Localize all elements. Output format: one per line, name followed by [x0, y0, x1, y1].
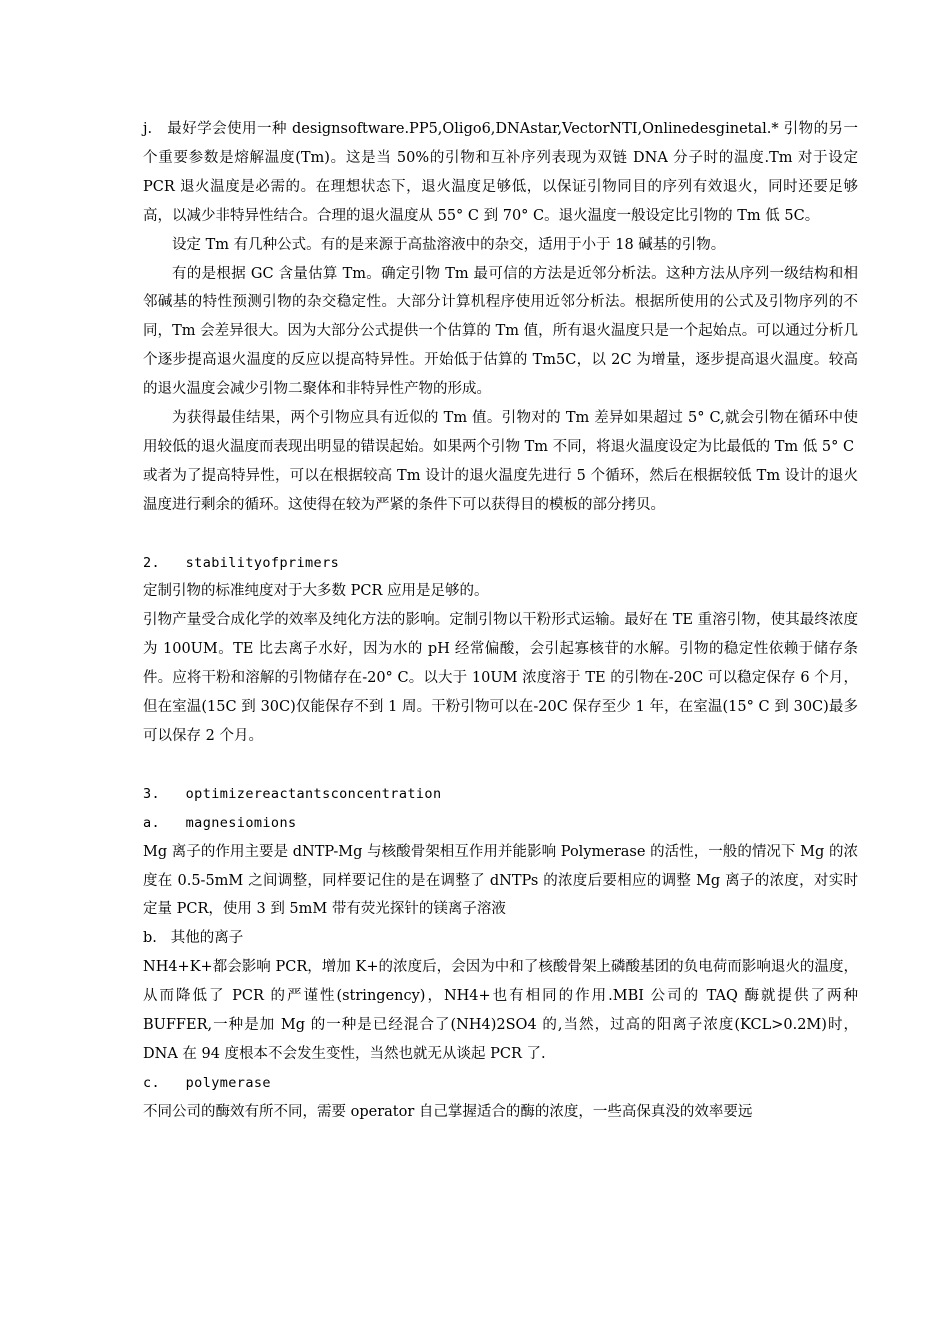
section-heading-stability: 2. stabilityofprimers	[143, 554, 340, 571]
paragraph-specificity-cycles: 或者为了提高特异性，可以在根据较高 Tm 设计的退火温度先进行 5 个循环，然后在根据较低 Tm 设计的退火温度进行剩余的循环。这使得在较为严紧的条件下可以获得目的模板的部分拷贝。	[143, 467, 858, 513]
spacer	[143, 520, 858, 549]
paragraph-design-software-tm: j. 最好学会使用一种 designsoftware.PP5,Oligo6,DNAstar,VectorNTI,Onlinedesginetal.* 引物的另一个重要参数是熔解温度(Tm)。这是当 50%的引物和互补序列表现为双链 DNA 分子时的温度.Tm 对于设定 PCR 退火温度是必需的。在理想状态下，退火温度足够低，以保证引物同目的序列有效退火，同时还要足够高，以减少非特异性结合。合理的退火温度从 55° C 到 70° C。退火温度一般设定比引物的 Tm 低 5C。	[143, 121, 858, 224]
paragraph-optimal-results: 为获得最佳结果，两个引物应具有近似的 Tm 值。引物对的 Tm 差异如果超过 5° C,就会引物在循环中使用较低的退火温度而表现出明显的错误起始。如果两个引物 Tm 不同，将退火温度设定为比最低的 Tm 低 5° C	[143, 410, 858, 455]
paragraph-magnesium: Mg 离子的作用主要是 dNTP-Mg 与核酸骨架相互作用并能影响 Polymerase 的活性，一般的情况下 Mg 的浓度在 0.5-5mM 之间调整，同样要记住的是在调整了 dNTPs 的浓度后要相应的调整 Mg 离子的浓度，对实时定量 PCR，使用 3 到 5mM 带有荧光探针的镁离子溶液	[143, 843, 858, 918]
document-body	[143, 115, 858, 1127]
paragraph-polymerase: 不同公司的酶效有所不同，需要 operator 自己掌握适合的酶的浓度，一些高保真没的效率要远	[143, 1103, 753, 1120]
section-heading-reactants: 3. optimizereactantsconcentration	[143, 785, 442, 802]
subheading-polymerase: c. polymerase	[143, 1074, 271, 1091]
paragraph-primer-purity: 定制引物的标准纯度对于大多数 PCR 应用是足够的。	[143, 583, 489, 600]
paragraph-gc-content: 有的是根据 GC 含量估算 Tm。确定引物 Tm 最可信的方法是近邻分析法。这种方法从序列一级结构和相邻碱基的特性预测引物的杂交稳定性。大部分计算机程序使用近邻分析法。根据所使用的公式及引物序列的不同，Tm 会差异很大。因为大部分公式提供一个估算的 Tm 值，所有退火温度只是一个起始点。可以通过分析几个逐步提高退火温度的反应以提高特异性。开始低于估算的 Tm5C，以 2C 为增量，逐步提高退火温度。较高的退火温度会减少引物二聚体和非特异性产物的形成。	[143, 265, 858, 398]
subheading-other-ions: b. 其他的离子	[143, 930, 244, 947]
spacer	[143, 751, 858, 780]
subheading-magnesium: a. magnesiomions	[143, 814, 297, 831]
paragraph-tm-formulas: 设定 Tm 有几种公式。有的是来源于高盐溶液中的杂交，适用于小于 18 碱基的引物。	[172, 236, 726, 253]
paragraph-other-ions: NH4+K+都会影响 PCR，增加 K+的浓度后，会因为中和了核酸骨架上磷酸基团的负电荷而影响退火的温度，从而降低了 PCR 的严谨性(stringency)，NH4+也有相同的作用.MBI 公司的 TAQ 酶就提供了两种 BUFFER,一种是加 Mg 的一种是已经混合了(NH4)2SO4 的,当然，过高的阳离子浓度(KCL>0.2M)时，DNA 在 94 度根本不会发生变性，当然也就无从谈起 PCR 了.	[143, 959, 858, 1062]
paragraph-primer-storage: 引物产量受合成化学的效率及纯化方法的影响。定制引物以干粉形式运输。最好在 TE 重溶引物，使其最终浓度为 100UM。TE 比去离子水好，因为水的 pH 经常偏酸，会引起寡核苷的水解。引物的稳定性依赖于储存条件。应将干粉和溶解的引物储存在-20° C。以大于 10UM 浓度溶于 TE 的引物在-20C 可以稳定保存 6 个月，但在室温(15C 到 30C)仅能保存不到 1 周。干粉引物可以在-20C 保存至少 1 年，在室温(15° C 到 30C)最多可以保存 2 个月。	[143, 612, 858, 745]
